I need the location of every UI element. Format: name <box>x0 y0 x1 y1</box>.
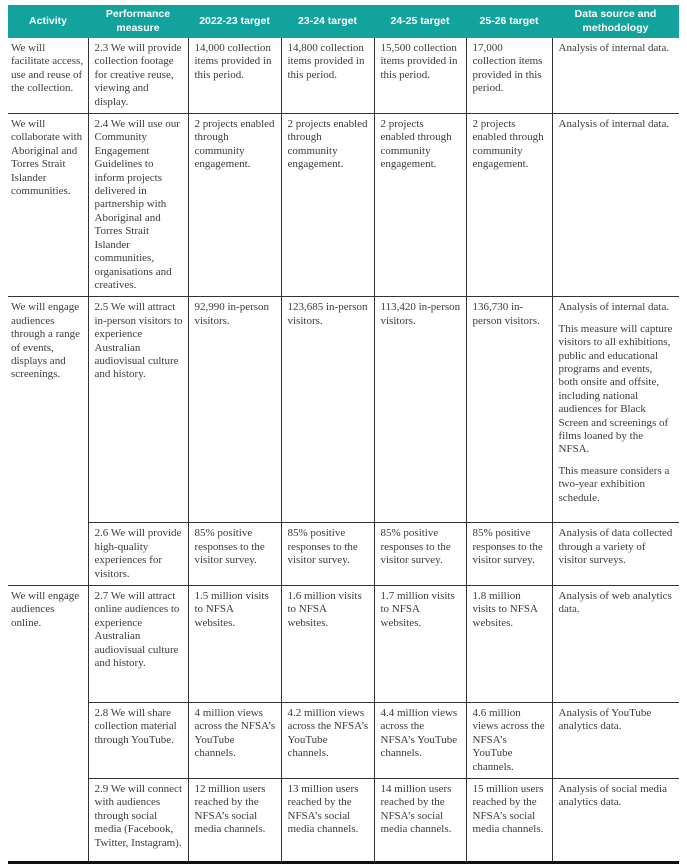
source-paragraph: Analysis of internal data. <box>558 42 670 54</box>
target-cell-24-25: 113,420 in-person visitors. <box>374 297 466 523</box>
source-cell <box>552 702 679 778</box>
performance-measures-table <box>8 5 679 864</box>
target-cell-24-25: 1.7 million visits to NFSA websites. <box>374 585 466 702</box>
table-row-measure-2-7 <box>8 585 679 702</box>
target-cell-23-24: 13 million users reached by the NFSA’s social media channels. <box>281 778 374 862</box>
target-cell-25-26: 4.6 million views across the NFSA’s YouTube channels. <box>466 702 552 778</box>
target-cell-2022-23: 1.5 million visits to NFSA websites. <box>188 585 281 702</box>
target-cell-25-26: 85% positive responses to the visitor survey. <box>466 523 552 586</box>
table-row-measure-2-8 <box>8 702 679 778</box>
source-cell <box>552 38 679 114</box>
target-cell-2022-23: 85% positive responses to the visitor survey. <box>188 523 281 586</box>
target-cell-23-24: 2 projects enabled through community engagement. <box>281 114 374 297</box>
source-cell <box>552 585 679 702</box>
column-header-25-26-target: 25-26 target <box>466 5 552 38</box>
target-cell-23-24: 123,685 in-person visitors. <box>281 297 374 523</box>
target-cell-24-25: 15,500 collection items provided in this period. <box>374 38 466 114</box>
table-row-measure-2-3 <box>8 38 679 114</box>
measure-cell: 2.5 We will attract in-person visitors to experience Australian audiovisual culture and history. <box>88 297 188 523</box>
column-header-data-source: Data source and methodology <box>552 5 679 38</box>
target-cell-25-26: 1.8 million visits to NFSA websites. <box>466 585 552 702</box>
target-cell-2022-23: 14,000 collection items provided in this period. <box>188 38 281 114</box>
source-paragraph: Analysis of internal data. <box>558 301 670 314</box>
source-paragraph: This measure will capture visitors to all exhibitions, public and educational programs and events, both onsite and offsite, including national audiences for Black Screen and screenings of films loaned by the NFSA. <box>558 322 673 456</box>
source-paragraph: Analysis of YouTube analytics data. <box>558 706 652 733</box>
measure-cell: 2.8 We will share collection material through YouTube. <box>88 702 188 778</box>
source-paragraph: Analysis of social media analytics data. <box>558 782 667 809</box>
measure-cell: 2.3 We will provide collection footage for creative reuse, viewing and display. <box>88 38 188 114</box>
table-header-row <box>8 5 679 38</box>
target-cell-24-25: 2 projects enabled through community engagement. <box>374 114 466 297</box>
target-cell-25-26: 2 projects enabled through community engagement. <box>466 114 552 297</box>
table-row-measure-2-9 <box>8 778 679 862</box>
measure-cell: 2.4 We will use our Community Engagement Guidelines to inform projects delivered in partnership with Aboriginal and Torres Strait Islander communities, organisations and creatives. <box>88 114 188 297</box>
target-cell-2022-23: 12 million users reached by the NFSA’s social media channels. <box>188 778 281 862</box>
activity-cell: We will collaborate with Aboriginal and Torres Strait Islander communities. <box>8 114 88 297</box>
activity-cell: We will engage audiences online. <box>8 585 88 862</box>
table-row-measure-2-4 <box>8 114 679 297</box>
measure-cell: 2.9 We will connect with audiences through social media (Facebook, Twitter, Instagram). <box>88 778 188 862</box>
source-paragraph: Analysis of data collected through a variety of visitor surveys. <box>558 527 673 567</box>
target-cell-2022-23: 4 million views across the NFSA’s YouTube channels. <box>188 702 281 778</box>
target-cell-24-25: 85% positive responses to the visitor survey. <box>374 523 466 586</box>
target-cell-25-26: 15 million users reached by the NFSA’s social media channels. <box>466 778 552 862</box>
column-header-24-25-target: 24-25 target <box>374 5 466 38</box>
source-cell <box>552 114 679 297</box>
target-cell-25-26: 17,000 collection items provided in this period. <box>466 38 552 114</box>
target-cell-2022-23: 2 projects enabled through community engagement. <box>188 114 281 297</box>
target-cell-23-24: 14,800 collection items provided in this period. <box>281 38 374 114</box>
target-cell-23-24: 4.2 million views across the NFSA’s YouTube channels. <box>281 702 374 778</box>
column-header-2022-23-target: 2022-23 target <box>188 5 281 38</box>
source-cell <box>552 523 679 586</box>
target-cell-24-25: 4.4 million views across the NFSA’s YouTube channels. <box>374 702 466 778</box>
source-cell <box>552 778 679 862</box>
activity-cell: We will facilitate access, use and reuse of the collection. <box>11 42 84 95</box>
measure-cell: 2.6 We will provide high-quality experiences for visitors. <box>88 523 188 586</box>
source-paragraph: Analysis of internal data. <box>558 118 670 131</box>
target-cell-23-24: 85% positive responses to the visitor survey. <box>281 523 374 586</box>
table-row-measure-2-6 <box>8 523 679 586</box>
column-header-performance-measure: Performance measure <box>88 5 188 38</box>
target-cell-24-25: 14 million users reached by the NFSA’s social media channels. <box>374 778 466 862</box>
column-header-23-24-target: 23-24 target <box>281 5 374 38</box>
activity-cell: We will engage audiences through a range of events, displays and screenings. <box>8 297 88 586</box>
measure-cell: 2.7 We will attract online audiences to experience Australian audiovisual culture and history. <box>88 585 188 702</box>
target-cell-25-26: 136,730 in-person visitors. <box>466 297 552 523</box>
target-cell-23-24: 1.6 million visits to NFSA websites. <box>281 585 374 702</box>
source-cell <box>552 297 679 523</box>
source-paragraph: This measure considers a two-year exhibition schedule. <box>558 464 670 504</box>
source-paragraph: Analysis of web analytics data. <box>558 589 672 616</box>
table-row-measure-2-5 <box>8 297 679 523</box>
column-header-activity: Activity <box>8 5 88 38</box>
target-cell-2022-23: 92,990 in-person visitors. <box>188 297 281 523</box>
